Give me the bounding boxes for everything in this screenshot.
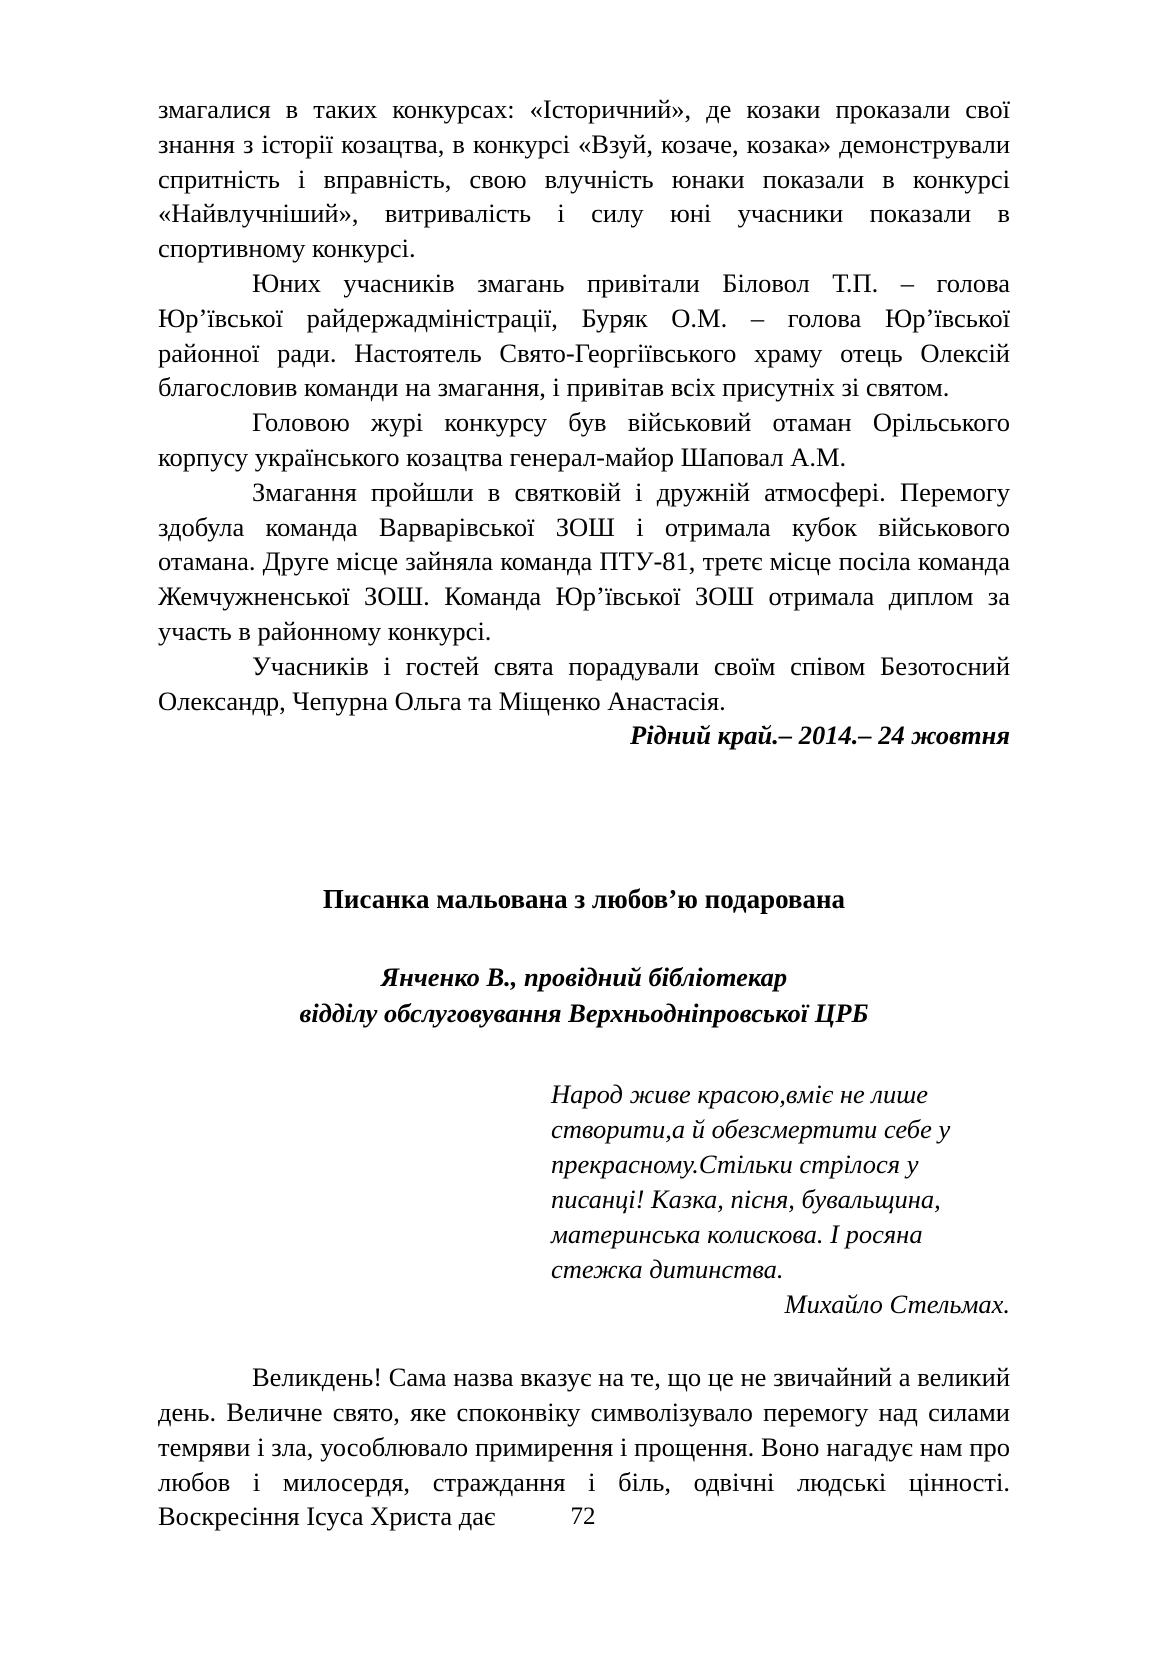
- article1-paragraph-2: Юних учасників змагань привітали Біловол Т.П. – голова Юр’ївської райдержадміністрації, Буряк О.М. – голова Юр’ївської районної ради. Настоятель Свято-Георгіївського храму отець Олексій благословив команди на змагання, і привітав всіх присутніх зі святом.: [158, 267, 1010, 403]
- article2-paragraph-1: Великдень! Сама назва вказує на те, що це не звичайний а великий день. Величне свято, яке споконвіку символізувало перемогу над силами темряви і зла, уособлювало примирення і прощення. Воно нагадує нам про любов і милосердя, страждання і біль, одвічні людські цінності. Воскресіння Ісуса Христа дає: [158, 1362, 1010, 1532]
- article1-paragraph-1: змагалися в таких конкурсах: «Історичний», де козаки проказали свої знання з історії козацтва, в конкурсі «Взуй, козаче, козака» демонстрували спритність і вправність, свою влучність юнаки показали в конкурсі «Найвлучніший», витривалість і силу юні учасники показали в спортивному конкурсі.: [158, 94, 1010, 264]
- page-content: [158, 92, 1010, 1534]
- article2-author: [158, 959, 1010, 1031]
- page-number: 72: [570, 1503, 596, 1530]
- article2-author-line2: відділу обслуговування Верхньодніпровської ЦРБ: [299, 998, 869, 1029]
- article1-paragraph-3: Головою журі конкурсу був військовий отаман Орільського корпусу українського козацтва генерал-майор Шаповал А.М.: [158, 407, 1010, 472]
- article2-title: Писанка мальована з любов’ю подарована: [322, 884, 846, 915]
- article2-author-line1: Янченко В., провідний бібліотекар: [380, 962, 788, 993]
- article1-paragraph-4: Змагання пройшли в святковій і дружній атмосфері. Перемогу здобула команда Варварівської ЗОШ і отримала кубок військового отамана. Друге місце зайняла команда ПТУ-81, третє місце посіла команда Жемчужненської ЗОШ. Команда Юр’ївської ЗОШ отримала диплом за участь в районному конкурсі.: [158, 476, 1010, 646]
- article1-paragraph-5: Учасників і гостей свята порадували своїм співом Безотосний Олександр, Чепурна Ольга та Міщенко Анастасія.: [158, 650, 1010, 716]
- epigraph-text: Народ живе красою,вміє не лише створити,а й обезсмертити себе у прекрасному.Стільки стрілося у писанці! Казка, пісня, бувальщина, материнська колискова. І росяна стежка дитинства.: [551, 1079, 951, 1285]
- epigraph-author: Михайло Стельмах.: [784, 1289, 1010, 1320]
- article1-source: Рідний край.– 2014.– 24 жовтня: [630, 720, 1010, 751]
- epigraph: [551, 1077, 1010, 1322]
